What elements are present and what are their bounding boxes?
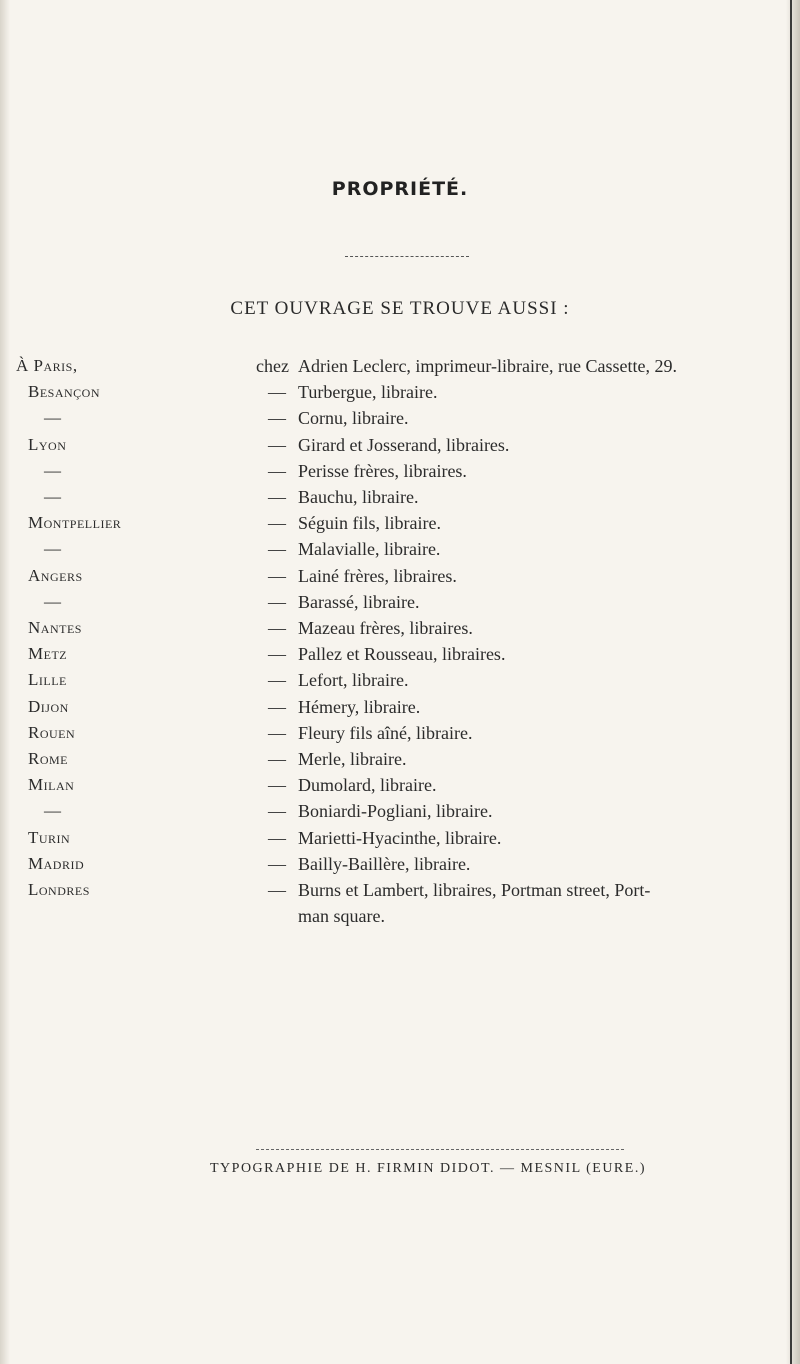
city-name: Milan (28, 775, 75, 795)
bookseller-text: Bauchu, libraire. (298, 487, 419, 507)
ditto-dash: — (268, 408, 286, 429)
footer-divider (256, 1149, 624, 1150)
ditto-dash: — (268, 880, 286, 900)
ditto-dash: — (268, 565, 286, 586)
ditto-dash: — (268, 853, 286, 874)
list-item (0, 356, 800, 382)
ditto-dash: — (268, 775, 286, 796)
city-name: Rouen (28, 722, 76, 742)
ditto-dash: — (268, 644, 286, 665)
bookseller-text: Lefort, libraire. (298, 670, 409, 691)
page-subtitle: CET OUVRAGE SE TROUVE AUSSI : (230, 298, 570, 319)
list-item (0, 566, 800, 592)
city-name: — (44, 487, 62, 506)
ditto-dash: — (268, 801, 286, 822)
bookseller-text: Turbergue, libraire. (298, 382, 438, 403)
list-item (0, 775, 800, 801)
bookseller-text: Mazeau frères, libraires. (298, 618, 473, 638)
city-name: Lille (28, 670, 67, 690)
bookseller-text: Cornu, libraire. (298, 408, 409, 429)
ditto-dash: — (268, 749, 286, 769)
city-name: Dijon (28, 696, 69, 716)
list-item (0, 854, 800, 880)
printer-imprint: TYPOGRAPHIE DE H. FIRMIN DIDOT. — MESNIL (EURE.) (210, 1161, 646, 1176)
city-name: Besançon (28, 382, 101, 402)
bookseller-text: Adrien Leclerc, imprimeur-libraire, rue Cassette, 29. (298, 356, 677, 376)
bookseller-text: Bailly-Baillère, libraire. (298, 853, 471, 874)
ditto-dash: — (268, 696, 286, 717)
city-name: — (44, 801, 62, 821)
city-name: — (44, 408, 62, 428)
list-item (0, 618, 800, 644)
bookseller-text: Barassé, libraire. (298, 591, 420, 612)
city-name: Montpellier (28, 513, 122, 533)
list-item (0, 697, 800, 723)
list-item (0, 408, 800, 434)
city-name: À Paris, (16, 356, 78, 375)
list-item-continuation (0, 906, 800, 932)
list-item (0, 828, 800, 854)
title-divider (345, 256, 469, 257)
city-name: — (44, 539, 62, 559)
city-name: — (44, 460, 62, 480)
list-item (0, 487, 800, 513)
ditto-dash: — (268, 618, 286, 638)
bookseller-text-continuation: man square. (298, 906, 385, 927)
city-name: Metz (28, 644, 68, 664)
ditto-dash: — (268, 670, 286, 691)
bookseller-text: Séguin fils, libraire. (298, 513, 441, 534)
ditto-dash: — (268, 722, 286, 743)
list-item (0, 592, 800, 618)
bookseller-text: Dumolard, libraire. (298, 775, 437, 796)
list-item (0, 749, 800, 775)
city-name: Nantes (28, 618, 82, 637)
ditto-dash: — (268, 827, 286, 848)
chez-label: chez (256, 356, 289, 376)
list-item (0, 513, 800, 539)
city-name: Angers (28, 565, 83, 585)
list-item (0, 461, 800, 487)
ditto-dash: — (268, 591, 286, 612)
ditto-dash: — (268, 487, 286, 507)
bookseller-text: Hémery, libraire. (298, 696, 421, 717)
bookseller-text: Pallez et Rousseau, libraires. (298, 644, 506, 665)
ditto-dash: — (268, 539, 286, 560)
page-title: PROPRIÉTÉ. (331, 178, 469, 200)
list-item (0, 644, 800, 670)
city-name: Londres (28, 880, 90, 899)
bookseller-text: Boniardi-Pogliani, libraire. (298, 801, 493, 822)
bookseller-text: Burns et Lambert, libraires, Portman street, Port- (298, 880, 651, 900)
bookseller-text: Marietti-Hyacinthe, libraire. (298, 827, 502, 848)
list-item (0, 382, 800, 408)
city-name: Turin (28, 827, 71, 847)
ditto-dash: — (268, 513, 286, 534)
list-item (0, 801, 800, 827)
city-name: — (44, 591, 62, 611)
bookseller-text: Merle, libraire. (298, 749, 407, 769)
list-item (0, 723, 800, 749)
ditto-dash: — (268, 382, 286, 403)
ditto-dash: — (268, 460, 286, 481)
bookseller-text: Malavialle, libraire. (298, 539, 441, 560)
bookseller-text: Perisse frères, libraires. (298, 460, 467, 481)
list-item (0, 435, 800, 461)
list-item (0, 880, 800, 906)
bookseller-text: Lainé frères, libraires. (298, 565, 457, 586)
city-name: Lyon (28, 434, 67, 454)
list-item (0, 670, 800, 696)
city-name: Madrid (28, 853, 85, 873)
ditto-dash: — (268, 434, 286, 455)
bookseller-text: Fleury fils aîné, libraire. (298, 722, 473, 743)
city-name: Rome (28, 749, 69, 768)
list-item (0, 539, 800, 565)
bookseller-text: Girard et Josserand, libraires. (298, 434, 510, 455)
